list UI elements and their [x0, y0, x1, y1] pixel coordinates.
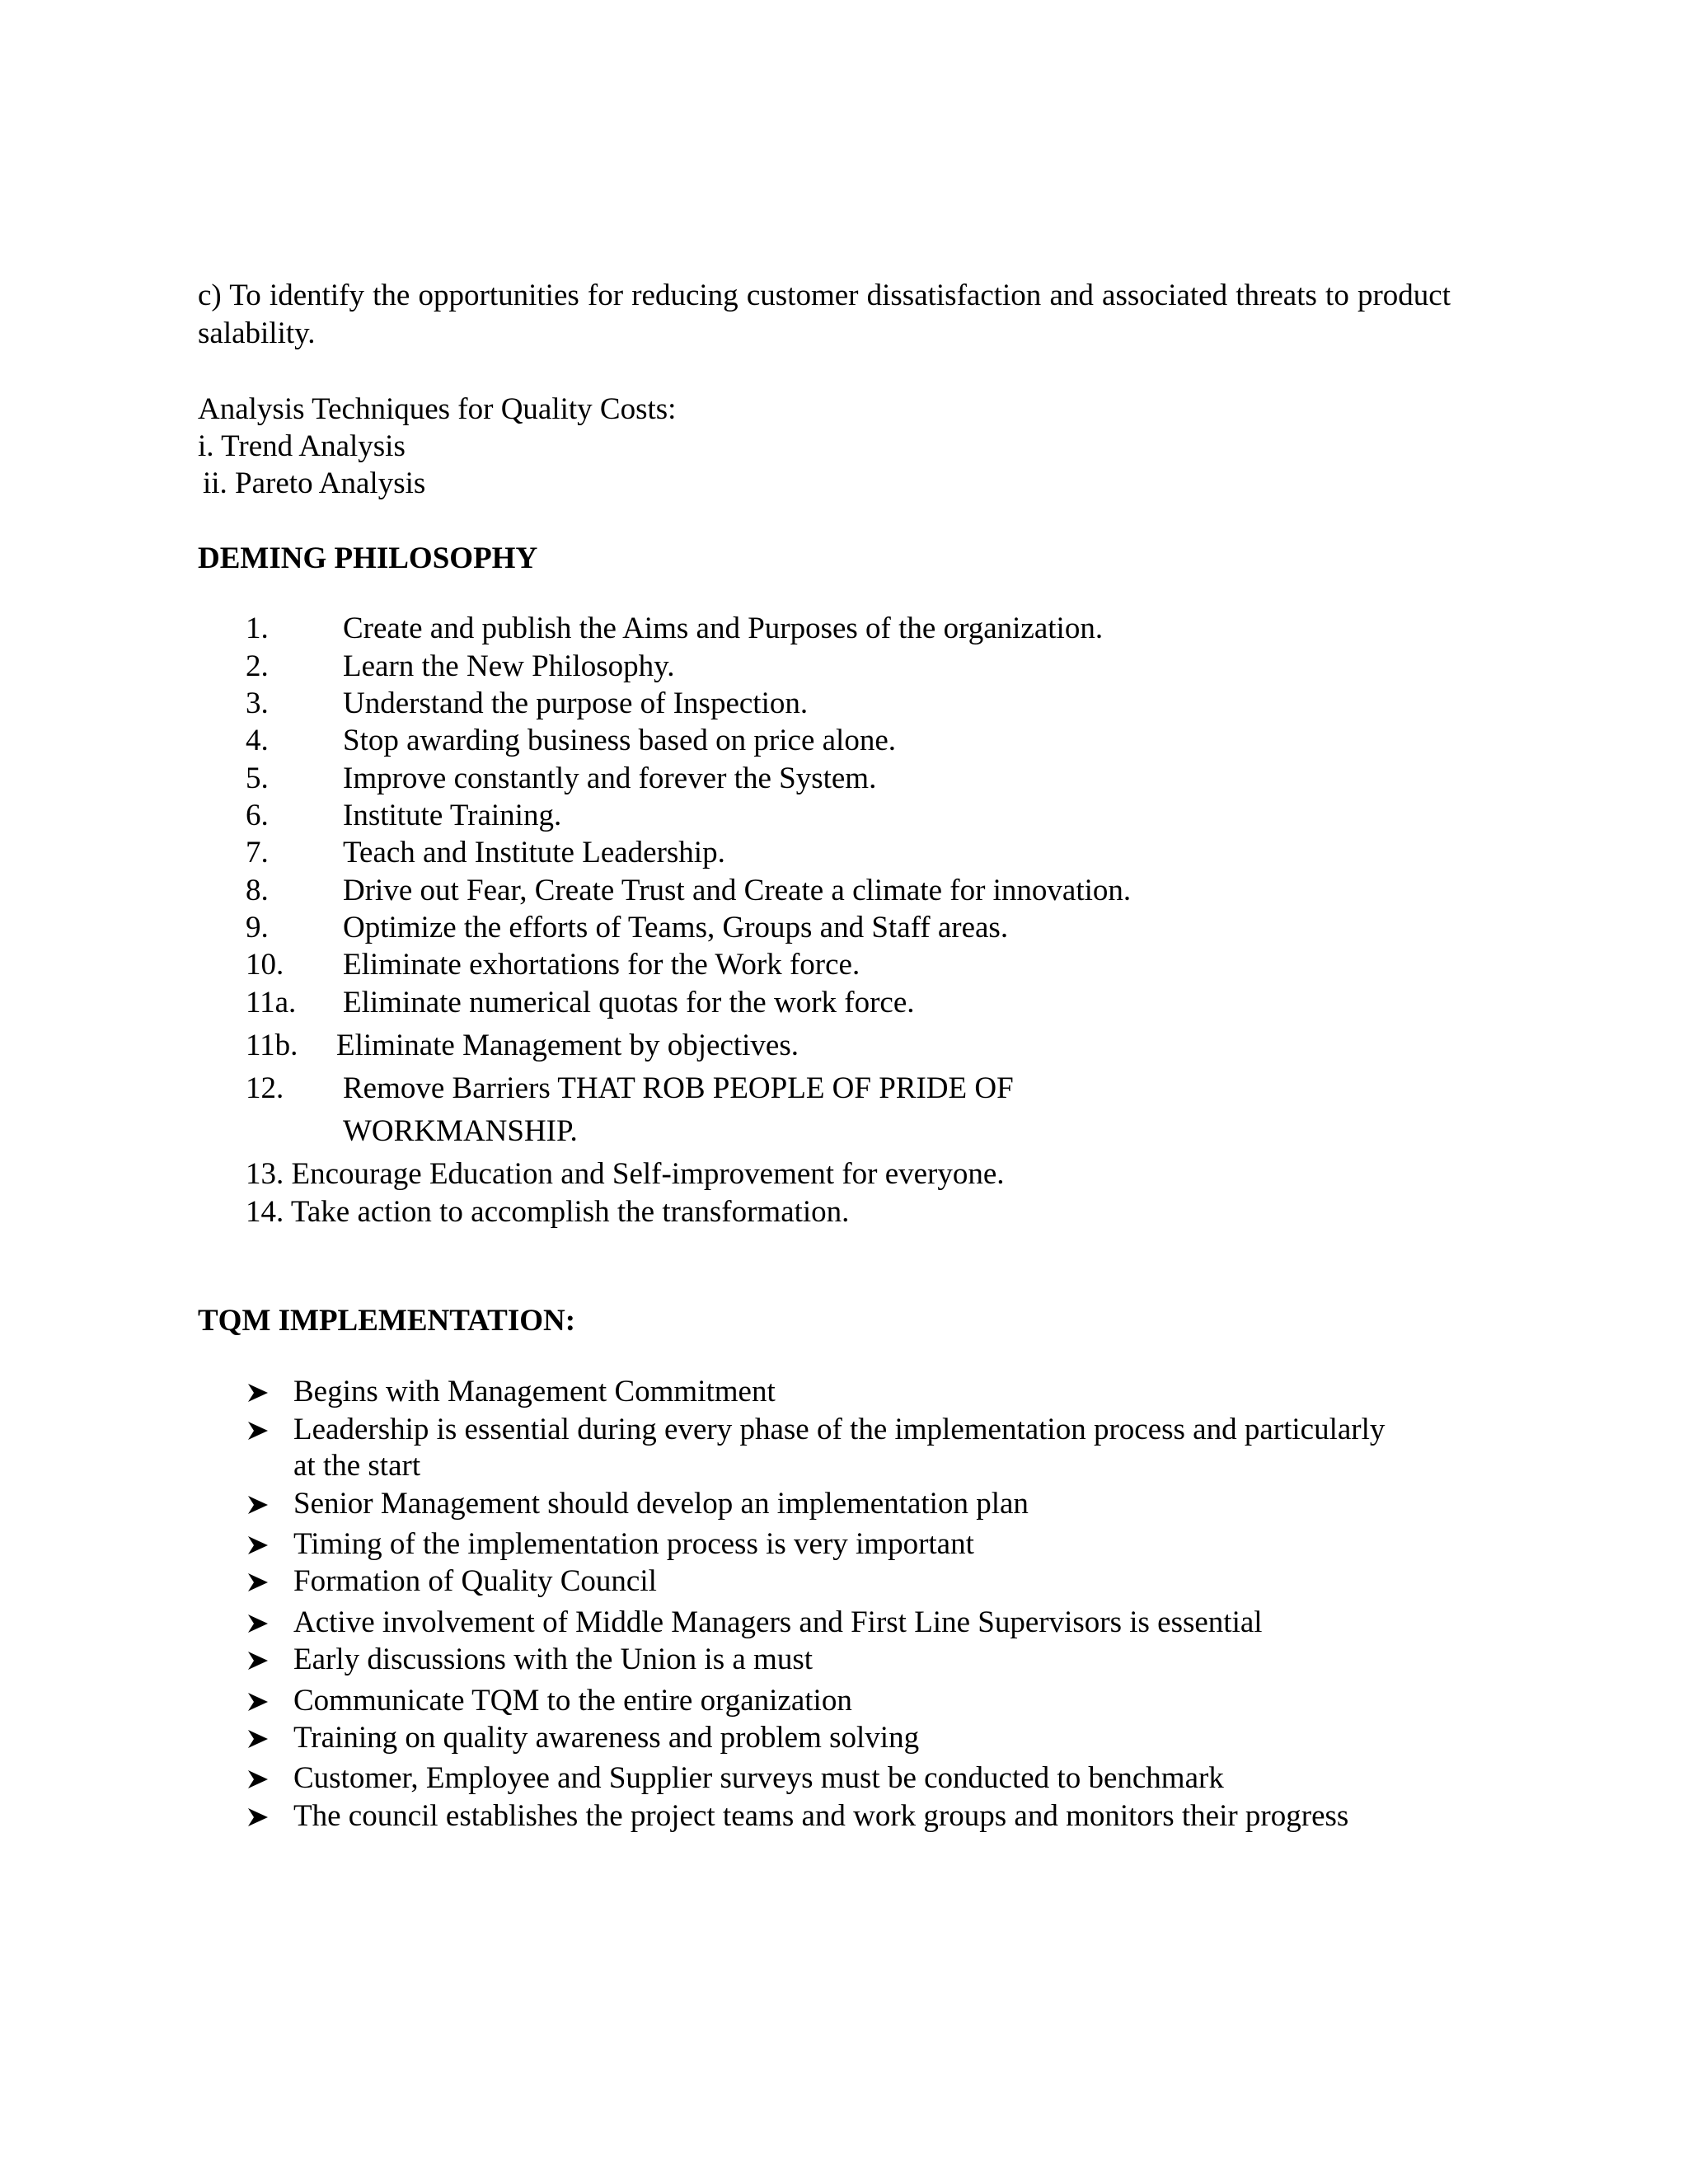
list-number: 13. Encourage Education and Self-improvement for everyone. — [246, 1157, 1005, 1191]
list-text: Institute Training. — [343, 799, 562, 832]
analysis-item-pareto: ii. Pareto Analysis — [203, 466, 426, 500]
arrowhead-bullet-icon — [247, 1719, 270, 1757]
list-number: 6. — [246, 799, 269, 832]
list-number: 3. — [246, 687, 269, 720]
arrowhead-bullet-icon — [247, 1760, 270, 1797]
arrowhead-bullet-icon — [247, 1485, 270, 1523]
paragraph-c: c) To identify the opportunities for reducing customer dissatisfaction and associated threats to product salability. — [198, 279, 1451, 350]
list-text: Eliminate Management by objectives. — [336, 1029, 799, 1062]
list-number: 4. — [246, 724, 269, 757]
list-text: Active involvement of Middle Managers and First Line Supervisors is essential — [293, 1605, 1263, 1639]
list-text: Improve constantly and forever the System. — [343, 762, 877, 795]
list-text: Senior Management should develop an implementation plan — [293, 1487, 1029, 1521]
arrowhead-bullet-icon — [247, 1526, 270, 1563]
list-text: Optimize the efforts of Teams, Groups and Staff areas. — [343, 911, 1009, 944]
list-text: Customer, Employee and Supplier surveys must be conducted to benchmark — [293, 1761, 1224, 1795]
arrowhead-bullet-icon — [247, 1641, 270, 1679]
tqm-heading: TQM IMPLEMENTATION: — [198, 1304, 576, 1338]
list-text: Timing of the implementation process is very important — [293, 1527, 974, 1561]
arrowhead-bullet-icon — [247, 1682, 270, 1720]
list-text: Learn the New Philosophy. — [343, 649, 675, 683]
list-number: 12. — [246, 1071, 284, 1105]
list-text: Create and publish the Aims and Purposes of the organization. — [343, 612, 1104, 645]
list-number: 11b. — [246, 1029, 298, 1062]
list-number: 14. Take action to accomplish the transformation. — [246, 1195, 850, 1229]
list-text: Encourage Education and Self-improvement for everyone. — [291, 1157, 1005, 1191]
list-text: Training on quality awareness and problem solving — [293, 1721, 920, 1755]
list-number: 11a. — [246, 986, 297, 1019]
list-text: Eliminate numerical quotas for the work force. — [343, 986, 915, 1019]
list-text: Communicate TQM to the entire organization — [293, 1684, 852, 1718]
list-number: 1. — [246, 612, 269, 645]
list-text: The council establishes the project teams and work groups and monitors their progress — [293, 1799, 1349, 1833]
list-text: Early discussions with the Union is a must — [293, 1643, 813, 1676]
arrowhead-bullet-icon — [247, 1411, 270, 1449]
arrowhead-bullet-icon — [247, 1604, 270, 1642]
list-text: at the start — [293, 1449, 421, 1483]
list-text: Eliminate exhortations for the Work force. — [343, 948, 860, 982]
list-text: Formation of Quality Council — [293, 1564, 657, 1598]
list-text: WORKMANSHIP. — [343, 1114, 578, 1148]
list-text: Remove Barriers THAT ROB PEOPLE OF PRIDE OF — [343, 1071, 1014, 1105]
analysis-item-trend: i. Trend Analysis — [198, 429, 406, 463]
deming-heading: DEMING PHILOSOPHY — [198, 541, 538, 575]
arrowhead-bullet-icon — [247, 1563, 270, 1601]
list-number: 8. — [246, 874, 269, 907]
list-number: 5. — [246, 762, 269, 795]
analysis-heading: Analysis Techniques for Quality Costs: — [198, 392, 677, 426]
arrowhead-bullet-icon — [247, 1373, 270, 1411]
list-text: Begins with Management Commitment — [293, 1375, 776, 1408]
list-text: Leadership is essential during every phase of the implementation process and particularly — [293, 1413, 1386, 1446]
list-text: Teach and Institute Leadership. — [343, 836, 725, 869]
list-number: 10. — [246, 948, 284, 982]
list-text: Understand the purpose of Inspection. — [343, 687, 809, 720]
arrowhead-bullet-icon — [247, 1797, 270, 1835]
list-number: 9. — [246, 911, 269, 944]
list-number: 2. — [246, 649, 269, 683]
list-number: 7. — [246, 836, 269, 869]
list-text: Stop awarding business based on price alone. — [343, 724, 896, 757]
list-text: Drive out Fear, Create Trust and Create a climate for innovation. — [343, 874, 1132, 907]
list-text: Take action to accomplish the transformation. — [290, 1195, 850, 1229]
